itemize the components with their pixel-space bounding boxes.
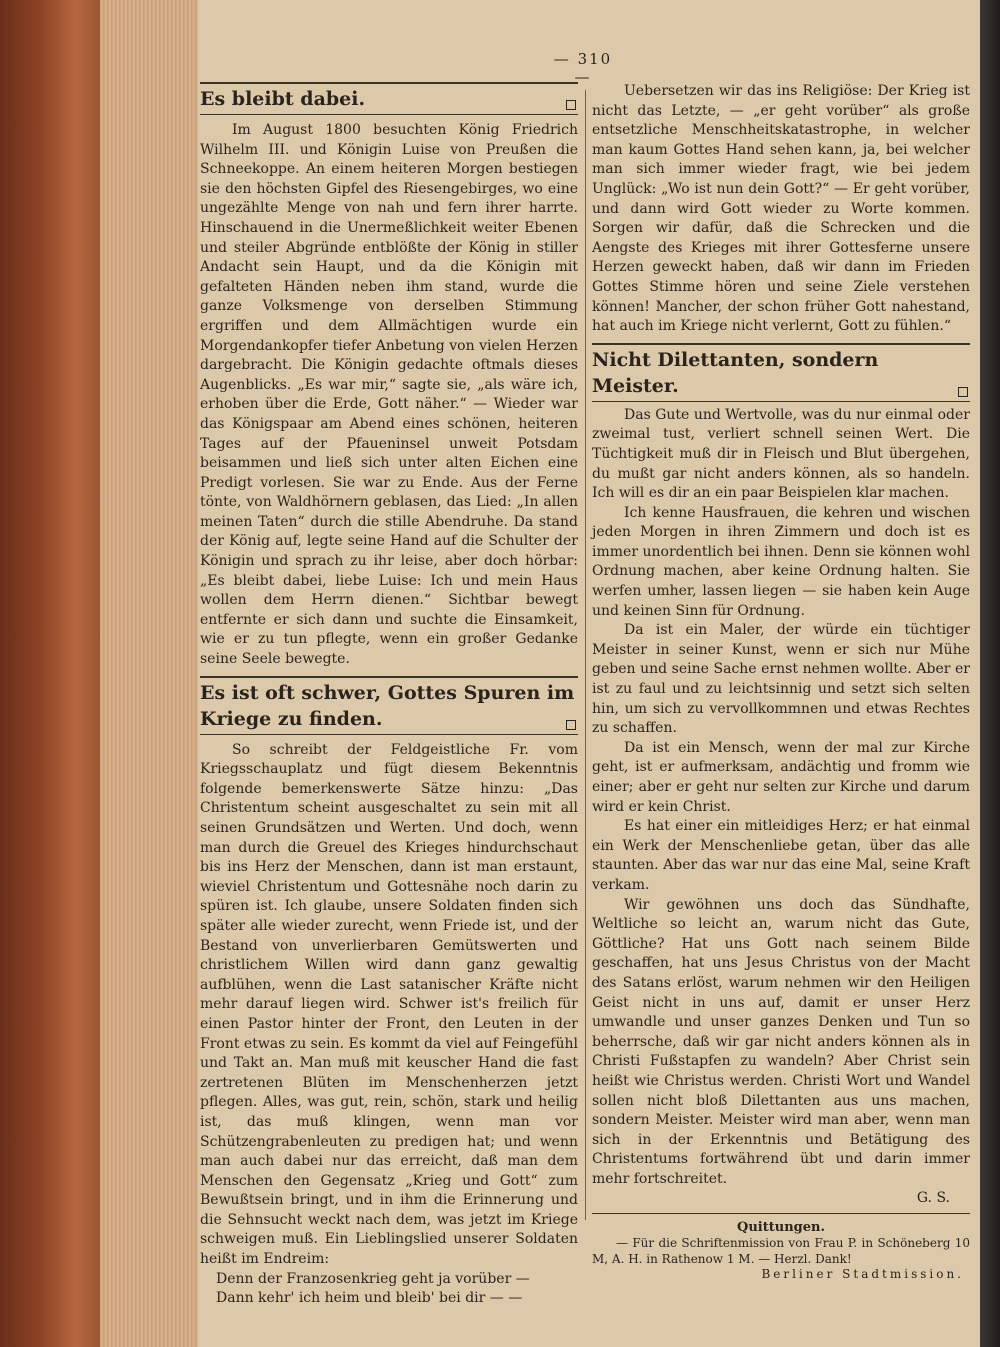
right-edge	[980, 0, 1000, 1347]
verse-line-1: Denn der Franzosenkrieg geht ja vorüber —	[216, 1270, 530, 1287]
article-3-paragraph: Ich kenne Hausfrauen, die kehren und wischen jeden Morgen in ihren Zimmern und doch ist es immer unordentlich bei ihnen. Denn sie können wohl Ordnung machen, aber keine Ordnung halten. Sie werfen umher, lassen liegen — sie haben kein Auge und keinen Sinn für Ordnung.	[592, 504, 970, 619]
right-column	[592, 82, 970, 1281]
page-number: — 310 —	[553, 50, 613, 86]
square-ornament-icon	[958, 387, 968, 397]
article-1-paragraph: Im August 1800 besuchten König Friedrich Wilhelm III. und Königin Luise von Preußen die Schneekoppe. An einem heiteren Morgen bestiegen sie den höchsten Gipfel des Riesengebirges, wo eine ungezählte Menge von nah und fern ihrer harrte. Hinschauend in die Unermeßlichkeit weiter Ebenen und steiler Abgründe entblößte der König in stiller Andacht sein Haupt, und da die Königin mit gefalteten Händen neben ihm stand, wurde die ganze Volksmenge von derselben Stimmung ergriffen und dem Allmächtigen wurde ein Morgendankopfer tiefer Anbetung von vielen Herzen dargebracht. Die Königin gedachte oftmals dieses Augenblicks. „Es war mir,“ sagte sie, „als wäre ich, erhoben über die Erde, Gott näher.“ — Wieder war das Königspaar am Abend eines schönen, heiteren Tages auf der Pfaueninsel unweit Potsdam beisammen und ließ sich unter alten Eichen eine Predigt vorlesen. Sie war zu Ende. Aus der Ferne tönte, von Waldhörnern geblasen, das Lied: „In allen meinen Taten“ durch die stille Abendruhe. Da stand der König auf, legte seine Hand auf die Schulter der Königin und sprach zu ihr leise, aber doch hörbar: „Es bleibt dabei, liebe Luise: Ich und mein Haus wollen dem Herrn dienen.“ Sichtbar bewegt entfernte er sich dann und suchte die Einsamkeit, wie er zu tun pflegte, wenn ein großer Gedanke seine Seele bewegte.	[200, 122, 578, 668]
article-3-paragraph: Es hat einer ein mitleidiges Herz; er hat einmal ein Werk der Menschenliebe getan, über das alle staunten. Aber das war nur das eine Mal, seine Kraft verkam.	[592, 818, 970, 893]
section-rule	[592, 1213, 970, 1214]
left-column	[200, 82, 578, 1309]
article-title-2: Es ist oft schwer, Gottes Spuren im Kriege zu finden.	[200, 676, 578, 735]
article-3-paragraph: Das Gute und Wertvolle, was du nur einmal oder zweimal tust, verliert schnell seinen Wert. Die Tüchtigkeit muß dir in Fleisch und Blut übergehen, du mußt gar nicht anders können, als so handeln. Ich will es dir an ein paar Beispielen klar machen.	[592, 406, 970, 502]
column-divider	[585, 90, 586, 1220]
square-ornament-icon	[566, 100, 576, 110]
article-2-paragraph: So schreibt der Feldgeistliche Fr. vom Kriegsschauplatz und fügt diesem Bekenntnis folgende bemerkenswerte Sätze hinzu: „Das Christentum scheint ausgeschaltet zu sein mit all seinen Grundsätzen und Werten. Und doch, wenn man durch die Greuel des Krieges hindurchschaut bis ins Herz der Menschen, dann ist man erstaunt, wieviel Christentum und Gottesnähe noch darin zu spüren ist. Ich glaube, unsere Soldaten finden sich später alle wieder zurecht, wenn Friede ist, und der Bestand von unverlierbaren Gemütswerten und christlichem Willen wird dann ganz gewaltig aufblühen, wenn die Last satanischer Kräfte nicht mehr darauf liegen wird. Schwer ist's freilich für einen Pastor hinter der Front, den Leuten in der Front etwas zu sein. Es kommt da viel auf Feingefühl und Takt an. Man muß mit keuscher Hand die fast zertretenen Blüten im Menschenherzen jetzt pflegen. Alles, was gut, rein, schön, stark und heilig ist, das muß klingen, wenn man vor Schützengrabenleuten zu predigen hat; und wenn man auch dabei nur das erreicht, daß man dem Menschen den Gegensatz „Krieg und Gott“ zum Bewußtsein bringt, und in ihm die Erinnerung und die Sehnsucht weckt nach dem, was jetzt im Kriege schweigen muß. Ein Lieblingslied unserer Soldaten heißt im Endreim:	[200, 741, 578, 1268]
book-spine	[0, 0, 100, 1347]
article-3-paragraph: Da ist ein Maler, der würde ein tüchtiger Meister in seiner Kunst, wenn er sich nur Mühe geben und seine Sache ernst nehmen wollte. Aber er ist zu faul und zu leichtsinnig und setzt sich selten hin, um sich zu vervollkommnen und etwas Rechtes zu schaffen.	[592, 622, 970, 737]
article-3-signature: G. S.	[916, 1190, 950, 1207]
page-edges	[100, 0, 199, 1347]
receipts-signature: Berliner Stadtmission.	[761, 1267, 964, 1282]
continuation-paragraph: Uebersetzen wir das ins Religiöse: Der Krieg ist nicht das Letzte, — „er geht vorüber“ als große entsetzliche Menschheitskatastrophe, in welcher man kaum Gottes Hand sehen kann, ja, bei welcher man sich immer wieder fragt, wie bei jedem Unglück: „Wo ist nun dein Gott?“ — Er geht vorüber, und dann wird Gott wieder zu Worte kommen. Sorgen wir dafür, daß die Schrecken und die Aengste des Krieges mit ihrer Gottesferne unsere Herzen geweckt haben, daß wir dann im Frieden Gottes Stimme hören und seine Ziele verstehen können! Mancher, der schon früher Gott nahestand, hat auch im Kriege nicht verlernt, Gott zu fühlen.“	[592, 83, 970, 335]
verse-line-2: Dann kehr' ich heim und bleib' bei dir — —	[216, 1290, 523, 1307]
square-ornament-icon	[566, 720, 576, 730]
receipts-title: Quittungen.	[737, 1220, 825, 1236]
article-3-paragraph: Wir gewöhnen uns doch das Sündhafte, Weltliche so leicht an, warum nicht das Gute, Göttliche? Hat uns Gott nach seinem Bilde geschaffen, hat uns Jesus Christus von der Macht des Satans erlöst, warum nehmen wir den Heiligen Geist nicht in uns auf, damit er unser Herz umwandle und unser ganzes Denken und Tun so beherrsche, daß wir gar nicht anders können als in Christi Fußstapfen zu wandeln? Aber Christ sein heißt wie Christus werden. Christi Wort und Wandel sollen nicht bloß Dilettanten aus uns machen, sondern Meister. Meister wird man aber, wenn man sich in der Erkenntnis und Betätigung des Christentums fortwährend übt und darin immer mehr fortschreitet.	[592, 896, 970, 1187]
receipts-text: — Für die Schriftenmission von Frau P. in Schöneberg 10 M, A. H. in Rathenow 1 M. — Herzl. Dank!	[592, 1236, 970, 1267]
article-3-paragraph: Da ist ein Mensch, wenn der mal zur Kirche geht, ist er aufmerksam, andächtig und fromm wie einer; aber er geht nur selten zur Kirche und darum wird er kein Christ.	[592, 739, 970, 815]
article-title-3: Nicht Dilettanten, sondern Meister.	[592, 343, 970, 402]
article-title-1: Es bleibt dabei.	[200, 82, 578, 115]
